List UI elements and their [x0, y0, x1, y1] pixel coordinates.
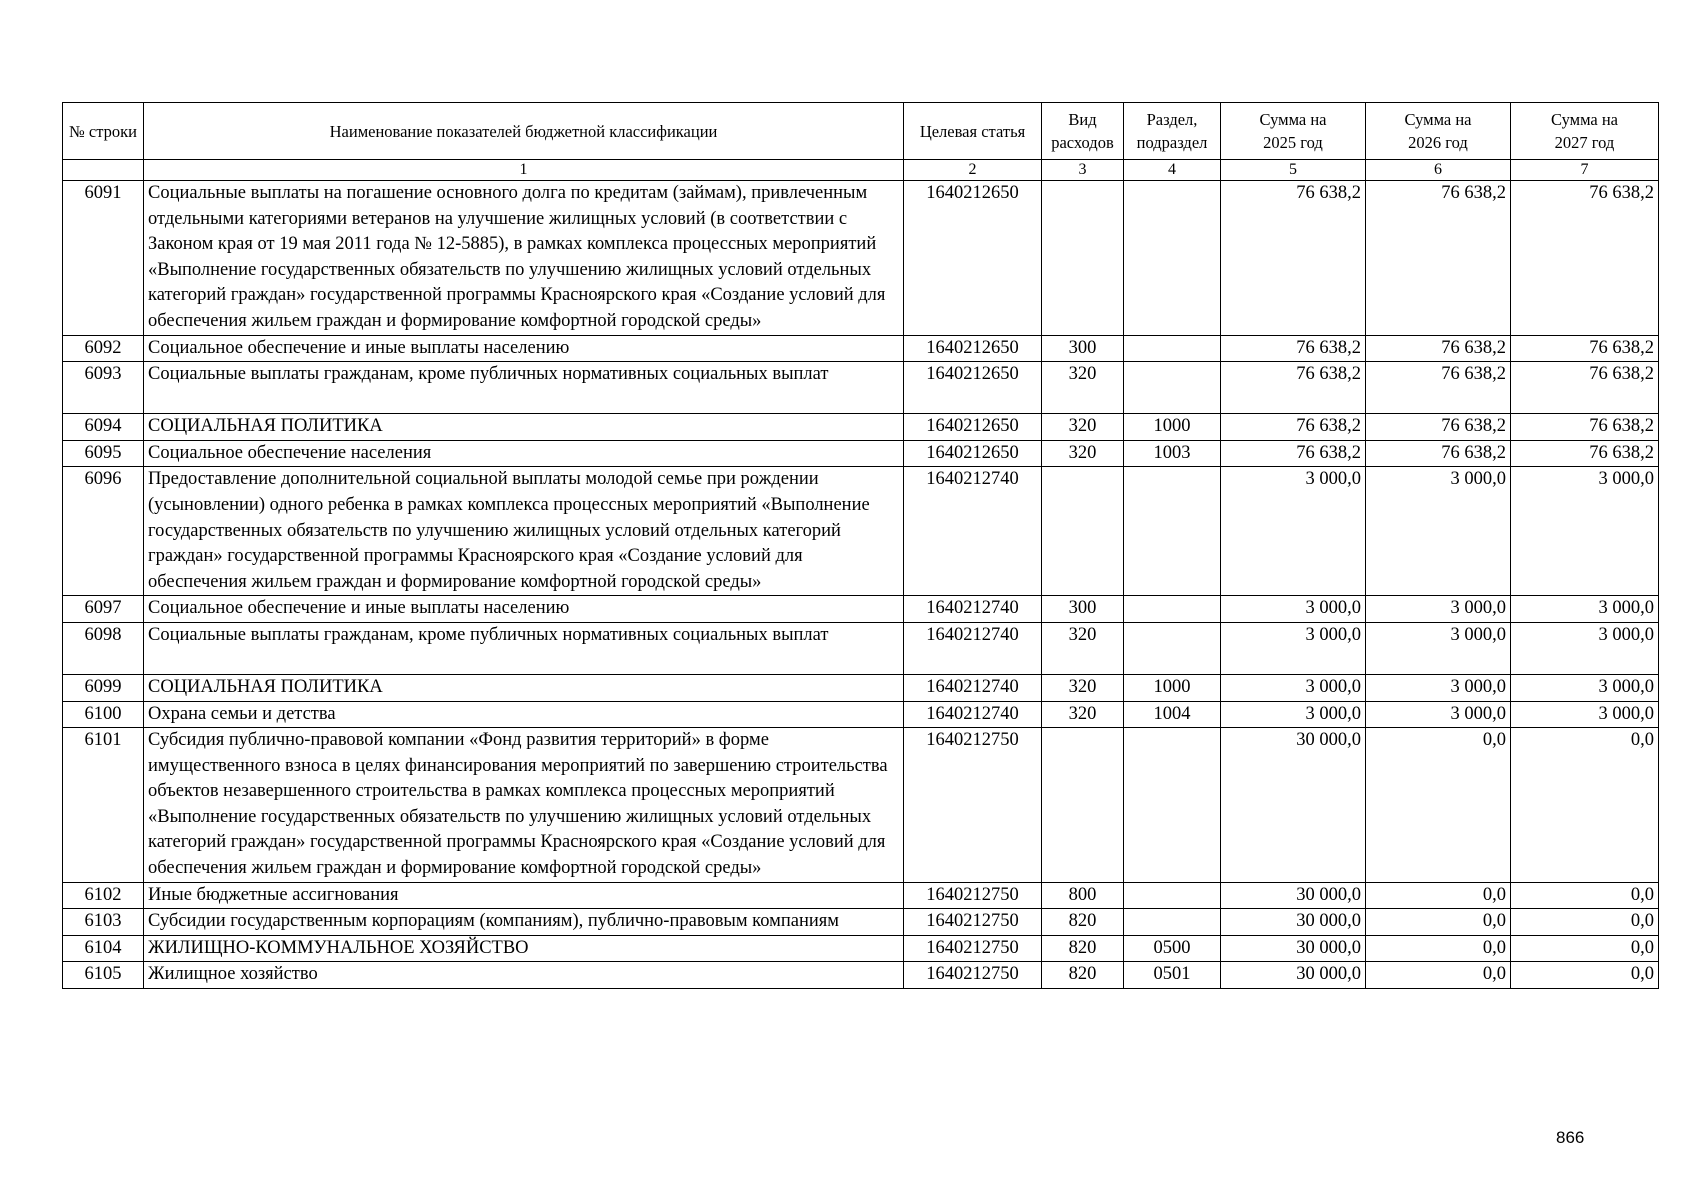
row-section: 1003 — [1124, 440, 1221, 467]
row-number: 6095 — [63, 440, 144, 467]
row-sum-2025: 3 000,0 — [1221, 701, 1366, 728]
row-name: Жилищное хозяйство — [144, 962, 904, 989]
row-sum-2027: 3 000,0 — [1511, 596, 1659, 623]
row-section: 1000 — [1124, 414, 1221, 441]
row-expense-type — [1042, 728, 1124, 883]
row-sum-2026: 3 000,0 — [1366, 701, 1511, 728]
row-sum-2025: 30 000,0 — [1221, 909, 1366, 936]
table-row — [63, 362, 1659, 414]
row-expense-type — [1042, 467, 1124, 596]
table-row — [63, 467, 1659, 596]
row-sum-2027: 76 638,2 — [1511, 362, 1659, 414]
header-sum-2026-line2: 2026 год — [1408, 133, 1468, 152]
row-sum-2026: 0,0 — [1366, 882, 1511, 909]
row-expense-type: 320 — [1042, 362, 1124, 414]
row-expense-type: 300 — [1042, 335, 1124, 362]
row-sum-2027: 0,0 — [1511, 935, 1659, 962]
row-section: 0501 — [1124, 962, 1221, 989]
row-section — [1124, 335, 1221, 362]
table-row — [63, 335, 1659, 362]
row-target: 1640212750 — [904, 882, 1042, 909]
header-expense-type — [1042, 103, 1124, 160]
column-number: 5 — [1221, 160, 1366, 181]
table-row — [63, 622, 1659, 674]
row-sum-2025: 3 000,0 — [1221, 596, 1366, 623]
row-name: Иные бюджетные ассигнования — [144, 882, 904, 909]
header-target: Целевая статья — [904, 103, 1042, 160]
table-row — [63, 596, 1659, 623]
header-name: Наименование показателей бюджетной классификации — [144, 103, 904, 160]
header-sum-2025-line1: Сумма на — [1259, 110, 1327, 129]
row-sum-2026: 76 638,2 — [1366, 414, 1511, 441]
row-name: Субсидии государственным корпорациям (компаниям), публично-правовым компаниям — [144, 909, 904, 936]
header-sum-2027-line1: Сумма на — [1551, 110, 1618, 129]
header-section-line2: подраздел — [1136, 133, 1208, 152]
row-sum-2025: 30 000,0 — [1221, 882, 1366, 909]
row-sum-2027: 3 000,0 — [1511, 467, 1659, 596]
table-row — [63, 728, 1659, 883]
table-row — [63, 440, 1659, 467]
row-number: 6101 — [63, 728, 144, 883]
header-row-no: № строки — [63, 103, 144, 160]
row-sum-2026: 76 638,2 — [1366, 335, 1511, 362]
row-name: СОЦИАЛЬНАЯ ПОЛИТИКА — [144, 414, 904, 441]
row-sum-2025: 30 000,0 — [1221, 962, 1366, 989]
row-target: 1640212740 — [904, 596, 1042, 623]
row-section — [1124, 181, 1221, 336]
row-sum-2027: 3 000,0 — [1511, 701, 1659, 728]
header-row — [63, 103, 1659, 160]
row-sum-2027: 76 638,2 — [1511, 414, 1659, 441]
row-number: 6096 — [63, 467, 144, 596]
row-expense-type: 320 — [1042, 440, 1124, 467]
row-name: СОЦИАЛЬНАЯ ПОЛИТИКА — [144, 674, 904, 701]
row-section: 1000 — [1124, 674, 1221, 701]
column-number: 1 — [144, 160, 904, 181]
row-name: ЖИЛИЩНО-КОММУНАЛЬНОЕ ХОЗЯЙСТВО — [144, 935, 904, 962]
row-sum-2026: 3 000,0 — [1366, 674, 1511, 701]
row-target: 1640212750 — [904, 909, 1042, 936]
table-row — [63, 962, 1659, 989]
row-section — [1124, 882, 1221, 909]
table-row — [63, 701, 1659, 728]
row-sum-2025: 3 000,0 — [1221, 467, 1366, 596]
row-sum-2027: 76 638,2 — [1511, 181, 1659, 336]
row-expense-type: 820 — [1042, 935, 1124, 962]
header-expense-type-line1: Вид — [1068, 110, 1097, 129]
header-sum-2026-line1: Сумма на — [1404, 110, 1472, 129]
row-number: 6103 — [63, 909, 144, 936]
header-expense-type-line2: расходов — [1051, 133, 1114, 152]
row-section — [1124, 622, 1221, 674]
table-row — [63, 909, 1659, 936]
column-number: 7 — [1511, 160, 1659, 181]
row-target: 1640212740 — [904, 674, 1042, 701]
row-section — [1124, 467, 1221, 596]
row-target: 1640212750 — [904, 962, 1042, 989]
row-sum-2026: 3 000,0 — [1366, 467, 1511, 596]
row-target: 1640212650 — [904, 362, 1042, 414]
row-name: Субсидия публично-правовой компании «Фонд развития территорий» в форме имущественного взноса в целях финансирования мероприятий по завершению строительства объектов незавершенного строительства в рамках комплекса процессных мероприятий «Выполнение государственных обязательств по улучшению жилищных условий отдельных категорий граждан» государственной программы Красноярского края «Создание условий для обеспечения жильем граждан и формирование комфортной городской среды» — [144, 728, 904, 883]
row-sum-2025: 3 000,0 — [1221, 674, 1366, 701]
row-target: 1640212650 — [904, 335, 1042, 362]
header-sum-2025 — [1221, 103, 1366, 160]
row-name: Предоставление дополнительной социальной выплаты молодой семье при рождении (усыновлении) одного ребенка в рамках комплекса процессных мероприятий «Выполнение государственных обязательств по улучшению жилищных условий отдельных категорий граждан» государственной программы Красноярского края «Создание условий для обеспечения жильем граждан и формирование комфортной городской среды» — [144, 467, 904, 596]
table-row — [63, 882, 1659, 909]
row-name: Социальное обеспечение и иные выплаты населению — [144, 596, 904, 623]
column-number: 6 — [1366, 160, 1511, 181]
row-sum-2026: 0,0 — [1366, 728, 1511, 883]
row-sum-2026: 76 638,2 — [1366, 181, 1511, 336]
budget-table — [62, 102, 1659, 989]
table-row — [63, 935, 1659, 962]
row-target: 1640212740 — [904, 622, 1042, 674]
row-number: 6091 — [63, 181, 144, 336]
row-target: 1640212650 — [904, 440, 1042, 467]
row-name: Социальное обеспечение населения — [144, 440, 904, 467]
row-section — [1124, 362, 1221, 414]
column-number — [63, 160, 144, 181]
row-sum-2025: 76 638,2 — [1221, 362, 1366, 414]
row-section: 0500 — [1124, 935, 1221, 962]
row-expense-type — [1042, 181, 1124, 336]
row-section — [1124, 909, 1221, 936]
row-sum-2025: 76 638,2 — [1221, 335, 1366, 362]
row-expense-type: 320 — [1042, 414, 1124, 441]
row-expense-type: 820 — [1042, 909, 1124, 936]
column-number: 2 — [904, 160, 1042, 181]
row-sum-2026: 3 000,0 — [1366, 622, 1511, 674]
header-section — [1124, 103, 1221, 160]
row-sum-2027: 0,0 — [1511, 728, 1659, 883]
row-name: Охрана семьи и детства — [144, 701, 904, 728]
row-sum-2026: 0,0 — [1366, 962, 1511, 989]
row-sum-2026: 3 000,0 — [1366, 596, 1511, 623]
row-sum-2025: 76 638,2 — [1221, 440, 1366, 467]
row-name: Социальные выплаты на погашение основного долга по кредитам (займам), привлеченным отдельными категориями ветеранов на улучшение жилищных условий (в соответствии с Законом края от 19 мая 2011 года № 12-5885), в рамках комплекса процессных мероприятий «Выполнение государственных обязательств по улучшению жилищных условий отдельных категорий граждан» государственной программы Красноярского края «Создание условий для обеспечения жильем граждан и формирование комфортной городской среды» — [144, 181, 904, 336]
column-number: 3 — [1042, 160, 1124, 181]
header-sum-2027 — [1511, 103, 1659, 160]
row-sum-2027: 0,0 — [1511, 909, 1659, 936]
header-sum-2027-line2: 2027 год — [1554, 133, 1615, 152]
row-number: 6093 — [63, 362, 144, 414]
row-name: Социальные выплаты гражданам, кроме публичных нормативных социальных выплат — [144, 362, 904, 414]
table-row — [63, 181, 1659, 336]
row-number: 6094 — [63, 414, 144, 441]
row-number: 6105 — [63, 962, 144, 989]
header-sum-2025-line2: 2025 год — [1263, 133, 1323, 152]
row-number: 6092 — [63, 335, 144, 362]
row-sum-2025: 3 000,0 — [1221, 622, 1366, 674]
row-sum-2025: 76 638,2 — [1221, 181, 1366, 336]
row-sum-2026: 0,0 — [1366, 909, 1511, 936]
row-number: 6104 — [63, 935, 144, 962]
row-sum-2025: 30 000,0 — [1221, 728, 1366, 883]
column-number: 4 — [1124, 160, 1221, 181]
row-sum-2027: 76 638,2 — [1511, 440, 1659, 467]
row-sum-2026: 76 638,2 — [1366, 440, 1511, 467]
row-sum-2027: 0,0 — [1511, 882, 1659, 909]
row-number: 6100 — [63, 701, 144, 728]
row-sum-2025: 30 000,0 — [1221, 935, 1366, 962]
row-sum-2026: 76 638,2 — [1366, 362, 1511, 414]
row-sum-2026: 0,0 — [1366, 935, 1511, 962]
row-sum-2027: 3 000,0 — [1511, 622, 1659, 674]
column-number-row — [63, 160, 1659, 181]
row-target: 1640212650 — [904, 414, 1042, 441]
row-section — [1124, 596, 1221, 623]
header-sum-2026 — [1366, 103, 1511, 160]
row-expense-type: 320 — [1042, 701, 1124, 728]
row-target: 1640212750 — [904, 728, 1042, 883]
table-row — [63, 414, 1659, 441]
row-expense-type: 820 — [1042, 962, 1124, 989]
row-sum-2025: 76 638,2 — [1221, 414, 1366, 441]
row-sum-2027: 76 638,2 — [1511, 335, 1659, 362]
row-section: 1004 — [1124, 701, 1221, 728]
page-number: 866 — [1556, 1128, 1585, 1147]
row-number: 6102 — [63, 882, 144, 909]
row-number: 6099 — [63, 674, 144, 701]
row-expense-type: 320 — [1042, 622, 1124, 674]
table-row — [63, 674, 1659, 701]
row-target: 1640212740 — [904, 467, 1042, 596]
row-target: 1640212750 — [904, 935, 1042, 962]
row-name: Социальные выплаты гражданам, кроме публичных нормативных социальных выплат — [144, 622, 904, 674]
row-target: 1640212740 — [904, 701, 1042, 728]
row-expense-type: 320 — [1042, 674, 1124, 701]
row-section — [1124, 728, 1221, 883]
header-section-line1: Раздел, — [1146, 110, 1198, 129]
row-expense-type: 800 — [1042, 882, 1124, 909]
row-number: 6098 — [63, 622, 144, 674]
row-expense-type: 300 — [1042, 596, 1124, 623]
row-name: Социальное обеспечение и иные выплаты населению — [144, 335, 904, 362]
row-sum-2027: 0,0 — [1511, 962, 1659, 989]
row-target: 1640212650 — [904, 181, 1042, 336]
row-number: 6097 — [63, 596, 144, 623]
row-sum-2027: 3 000,0 — [1511, 674, 1659, 701]
